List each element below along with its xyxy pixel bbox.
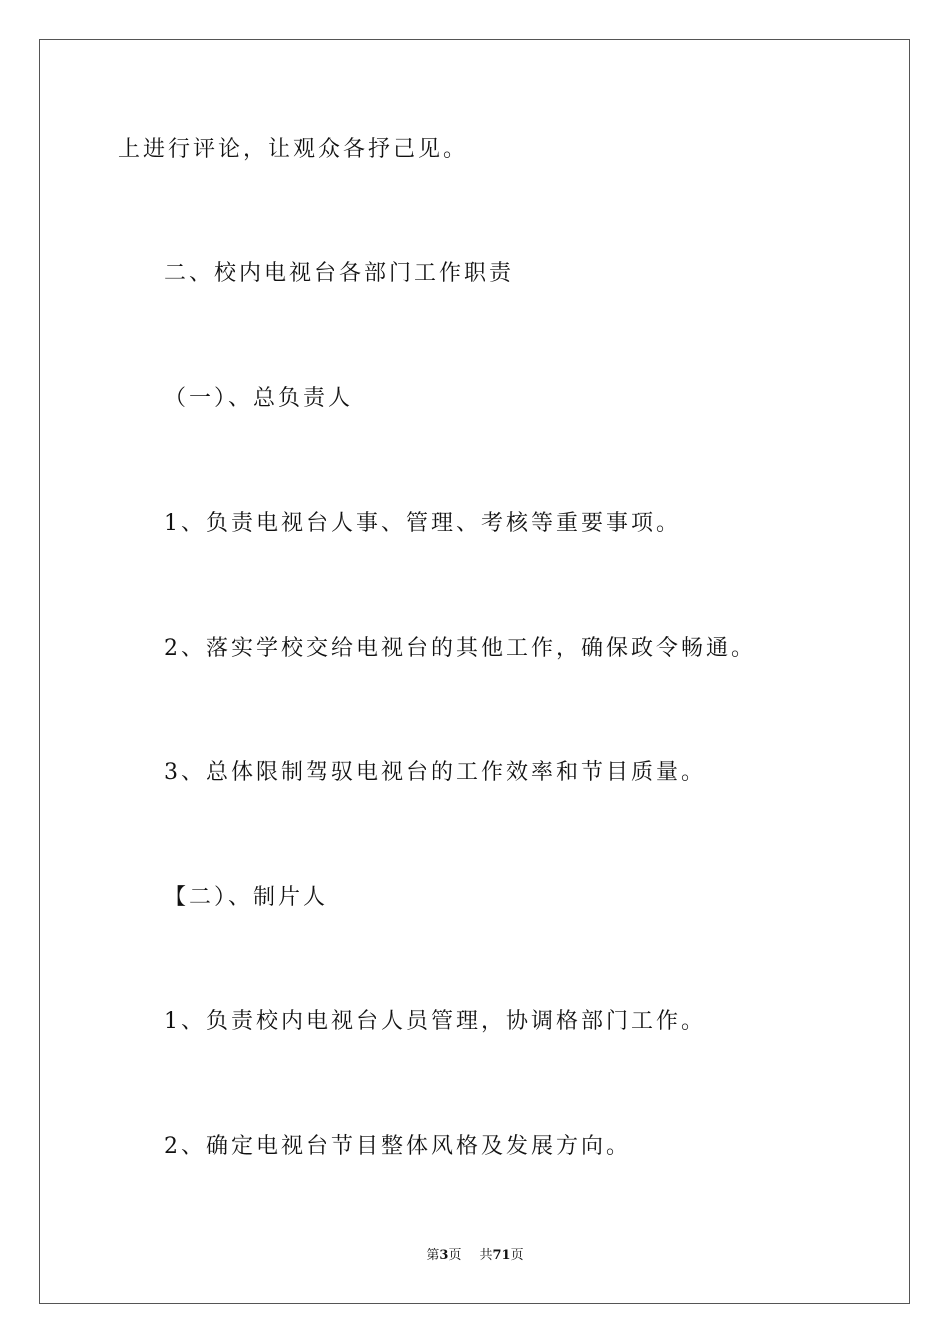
list-item: 1、负责校内电视台人员管理，协调格部门工作。 bbox=[164, 1009, 706, 1034]
total-prefix: 共 bbox=[479, 1248, 493, 1263]
page-number: 3 bbox=[439, 1248, 449, 1263]
subsection-heading-producer: 【二）、制片人 bbox=[164, 885, 329, 910]
list-item: 2、确定电视台节目整体风格及发展方向。 bbox=[164, 1134, 631, 1159]
total-suffix: 页 bbox=[510, 1248, 524, 1263]
subsection-heading-general-manager: （一）、总负责人 bbox=[164, 386, 354, 411]
page-prefix: 第 bbox=[426, 1248, 440, 1263]
body-line-continuation: 上进行评论，让观众各抒己见。 bbox=[118, 137, 469, 162]
list-item: 1、负责电视台人事、管理、考核等重要事项。 bbox=[164, 511, 681, 536]
list-item: 2、落实学校交给电视台的其他工作，确保政令畅通。 bbox=[164, 636, 756, 661]
section-heading: 二、校内电视台各部门工作职责 bbox=[164, 261, 515, 286]
list-item: 3、总体限制驾驭电视台的工作效率和节目质量。 bbox=[164, 760, 706, 785]
page-frame bbox=[39, 39, 910, 1304]
total-pages: 71 bbox=[492, 1248, 511, 1263]
page-footer bbox=[0, 1249, 950, 1262]
page-suffix: 页 bbox=[448, 1248, 462, 1263]
